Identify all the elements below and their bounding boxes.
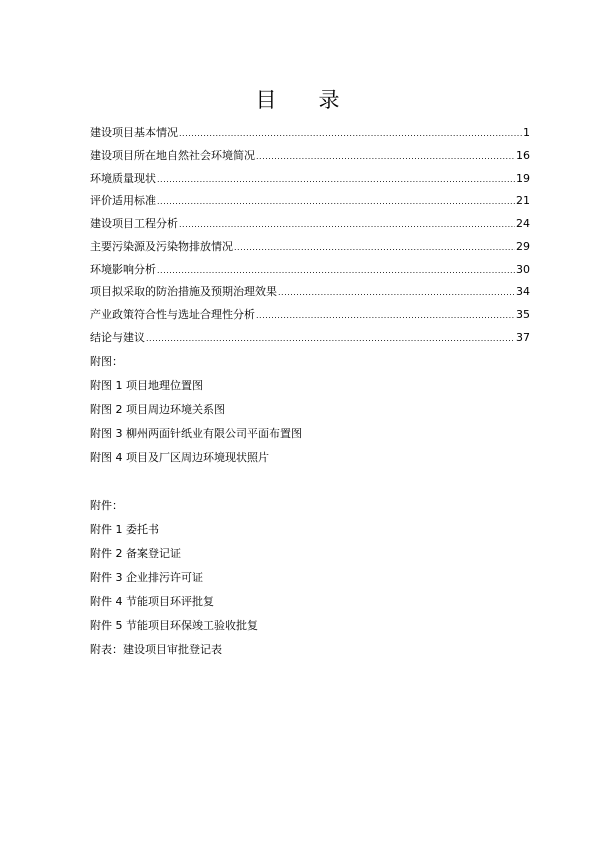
toc-dot-leader: [157, 191, 515, 214]
toc-dot-leader: [256, 305, 515, 328]
toc-entry[interactable]: [90, 213, 530, 236]
toc-entry-label: 建设项目基本情况: [90, 126, 178, 139]
toc-entry-page: 21: [516, 194, 530, 208]
attachment-item: 附件 5 节能项目环保竣工验收批复: [90, 619, 258, 632]
attachment-item: 附件 3 企业排污许可证: [90, 571, 203, 584]
attachment-item: 附件 1 委托书: [90, 523, 159, 536]
toc-entry-label: 结论与建议: [90, 330, 145, 344]
attachment-item: 附件 4 节能项目环评批复: [90, 595, 214, 608]
toc-entry-page: 16: [516, 148, 530, 162]
toc-entry-page: 37: [516, 330, 530, 344]
toc-entry-page: 35: [516, 308, 530, 321]
toc-entry-label: 建设项目工程分析: [90, 217, 178, 230]
figure-item: 附图 3 柳州两面针纸业有限公司平面布置图: [90, 427, 302, 440]
toc-entry[interactable]: [90, 259, 530, 282]
toc-dot-leader: [179, 214, 515, 237]
attachments-list: [90, 494, 530, 662]
toc-dot-leader: [157, 169, 515, 192]
attachments-heading: 附件：: [90, 499, 123, 512]
toc-dot-leader: [278, 282, 515, 305]
toc-entry-label: 产业政策符合性与选址合理性分析: [90, 308, 255, 321]
toc-entry-page: 19: [516, 171, 530, 185]
attachment-item: 附件 2 备案登记证: [90, 547, 181, 560]
toc-dot-leader: [179, 123, 522, 146]
toc-entry-label: 项目拟采取的防治措施及预期治理效果: [90, 285, 277, 299]
toc-entry-page: 34: [516, 285, 530, 299]
toc-entry[interactable]: [90, 327, 530, 350]
toc-entry[interactable]: [90, 281, 530, 304]
toc-entry-page: 29: [516, 239, 530, 253]
table-of-contents: [90, 122, 530, 350]
toc-entry-page: 30: [516, 262, 530, 276]
toc-entry[interactable]: [90, 190, 530, 213]
toc-entry[interactable]: [90, 145, 530, 168]
toc-entry-label: 主要污染源及污染物排放情况: [90, 239, 233, 253]
toc-entry[interactable]: [90, 168, 530, 191]
toc-entry-label: 建设项目所在地自然社会环境简况: [90, 148, 255, 162]
toc-dot-leader: [157, 260, 515, 283]
toc-entry[interactable]: [90, 236, 530, 259]
figure-item: 附图 4 项目及厂区周边环境现状照片: [90, 451, 269, 464]
toc-dot-leader: [256, 146, 515, 169]
toc-entry-page: 24: [516, 217, 530, 230]
page-title: 目 录: [255, 88, 340, 112]
toc-dot-leader: [146, 328, 515, 351]
toc-entry[interactable]: [90, 122, 530, 145]
figure-item: 附图 1 项目地理位置图: [90, 379, 203, 392]
appendix-table-item: 附表：建设项目审批登记表: [90, 643, 222, 656]
toc-entry-page: 1: [523, 126, 530, 139]
toc-entry[interactable]: [90, 304, 530, 327]
toc-entry-label: 环境影响分析: [90, 262, 156, 276]
toc-entry-label: 评价适用标准: [90, 194, 156, 208]
toc-dot-leader: [234, 237, 515, 260]
figure-item: 附图 2 项目周边环境关系图: [90, 403, 225, 416]
figures-heading: 附图：: [90, 355, 123, 368]
figures-list: [90, 350, 530, 470]
toc-entry-label: 环境质量现状: [90, 171, 156, 185]
